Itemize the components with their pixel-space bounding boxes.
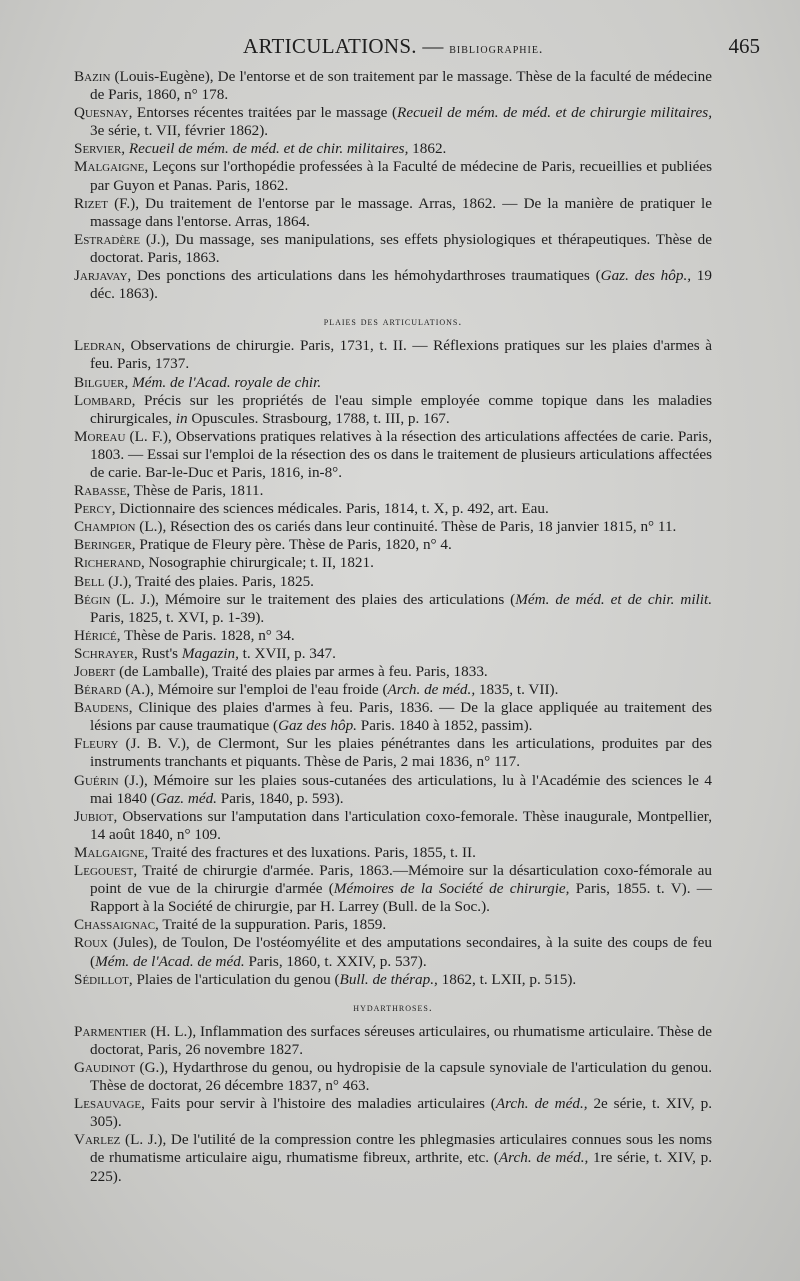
entry-author: Richerand (74, 554, 141, 572)
entry-text: , Thèse de Paris, 1811. (126, 482, 264, 500)
entry-text: (L. J.), De l'utilité de la compression contre les phlegmasies articulaires connues sous les noms de rhumatisme articulaire aigu, rhumatisme fibreux, arthrite, etc. ( (90, 1131, 712, 1167)
entry-text: , Rust's (134, 644, 182, 662)
bibliography-entry (74, 337, 712, 373)
entry-author: Lesauvage (74, 1095, 142, 1113)
entry-source-title: Mém. de l'Acad. royale de chir. (132, 373, 322, 391)
entry-details: t. XVII, p. 347. (238, 644, 336, 662)
entry-details: Paris, 1855. t. V). — Rapport à la Société de chirurgie, par H. Larrey (Bull. de la Soc.). (90, 880, 712, 916)
entry-source-title: Arch. de méd., (495, 1095, 588, 1113)
entry-author: Jarjavay (74, 267, 128, 285)
entry-source-title: Bull. de thérap., (339, 970, 438, 988)
entry-text: , Faits pour servir à l'histoire des maladies articulaires ( (141, 1095, 496, 1113)
entry-text: , Entorses récentes traitées par le massage ( (128, 104, 398, 122)
bibliography-entry (74, 374, 712, 392)
entry-text: , Des ponctions des articulations dans les hémohydarthroses traumatiques ( (127, 267, 601, 285)
bibliography-entry (74, 699, 712, 735)
entry-author: Parmentier (74, 1022, 147, 1040)
bibliography-entry (74, 862, 712, 916)
bibliography-entry (74, 482, 712, 500)
entry-source-title: Arch. de méd., (498, 1149, 589, 1167)
bibliography-entry (74, 971, 712, 989)
bibliography-entry (74, 392, 712, 428)
bibliography-entry (74, 735, 712, 771)
entry-text: , Précis sur les propriétés de l'eau simple employée comme topique dans les maladies chirurgicales, (90, 391, 712, 427)
entry-text: (L. F.), Observations pratiques relatives à la résection des articulations affectées de carie. Paris, 1803. — Essai sur l'emploi de la résection des os dans le traitement de plusieurs articulations affectées de carie. Bar-le-Duc et Paris, 1816, in-8°. (90, 427, 713, 481)
running-subtitle: bibliographie. (449, 42, 544, 57)
entry-text: (J.), Traité des plaies. Paris, 1825. (104, 572, 314, 590)
bibliography-entry (74, 681, 712, 699)
entry-author: Guérin (74, 771, 119, 789)
entry-source-title: in (175, 409, 188, 427)
entry-text: , Thèse de Paris. 1828, n° 34. (116, 626, 295, 644)
entry-text: , Traité de chirurgie d'armée. Paris, 1863.—Mémoire sur la désarticulation coxo-fémorale au point de vue de la chirurgie d'armée ( (90, 862, 712, 898)
entry-source-title: Mém. de l'Acad. de méd. (95, 952, 245, 970)
entry-author: Servier (74, 140, 122, 158)
entry-text: (G.), Hydarthrose du genou, ou hydropisie de la capsule synoviale de l'articulation du genou. Thèse de doctorat, 26 décembre 1837, n° 463. (90, 1058, 712, 1095)
entry-details: 3e série, t. VII, février 1862). (90, 122, 269, 140)
entry-text: , Leçons sur l'orthopédie professées à la Faculté de médecine de Paris, recueillies et publiées par Guyon et Panas. Paris, 1862. (90, 158, 712, 194)
entry-author: Rabasse (74, 482, 127, 500)
bibliography-entry (74, 934, 712, 970)
entry-author: Jobert (74, 663, 116, 680)
bibliography-entry (74, 844, 712, 862)
entry-details: 1re série, t. XIV, p. 225). (90, 1149, 712, 1185)
entry-source-title: Mémoires de la Société de chirurgie, (333, 880, 570, 898)
bibliography-entry (74, 231, 712, 267)
entry-source-title: Magazin, (181, 644, 239, 662)
bibliography-entry (74, 591, 712, 627)
entry-details: Paris. 1840 à 1852, passim). (356, 717, 533, 735)
entry-author: Bazin (74, 68, 111, 85)
bibliography-entry (74, 140, 712, 158)
entry-author: Malgaigne (74, 158, 145, 176)
entry-text: , Traité de la suppuration. Paris, 1859. (155, 916, 387, 934)
entry-text: , Plaies de l'articulation du genou ( (128, 970, 340, 988)
bibliography-entry (74, 1131, 712, 1185)
entry-details: 19 déc. 1863). (90, 267, 712, 303)
entry-text: , Dictionnaire des sciences médicales. Paris, 1814, t. X, p. 492, art. Eau. (111, 500, 549, 518)
entry-text: , Observations de chirurgie. Paris, 1731, t. II. — Réflexions pratiques sur les plaies d'armes à feu. Paris, 1737. (90, 337, 712, 373)
section-heading: plaies des articulations. (323, 316, 463, 329)
entry-text: (Jules), de Toulon, De l'ostéomyélite et des amputations secondaires, à la suite des coups de feu ( (90, 934, 712, 970)
entry-source-title: Gaz des hôp. (278, 717, 357, 735)
running-header (0, 32, 800, 62)
entry-text: (H. L.), Inflammation des surfaces séreuses articulaires, ou rhumatisme articulaire. Thèse de doctorat, Paris, 26 novembre 1827. (90, 1022, 712, 1058)
entry-text: , Clinique des plaies d'armes à feu. Paris, 1836. — De la glace appliquée au traitement des lésions par cause traumatique ( (90, 699, 712, 735)
entry-text: (L. J.), Mémoire sur le traitement des plaies des articulations ( (110, 590, 516, 608)
entry-details: 2e série, t. XIV, p. 305). (90, 1095, 712, 1131)
entry-author: Roux (74, 934, 108, 952)
entry-text: (Louis-Eugène), De l'entorse et de son traitement par le massage. Thèse de la faculté de médecine de Paris, 1860, n° 178. (90, 68, 712, 104)
section-heading: hydarthroses. (353, 1001, 433, 1014)
bibliography-entry (74, 500, 712, 518)
entry-source-title: Gaz. méd. (155, 789, 217, 807)
entry-source-title: Recueil de mém. de méd. et de chirurgie militaires, (397, 104, 712, 122)
entry-source-title: Gaz. des hôp., (600, 267, 692, 285)
entry-text: (F.), Du traitement de l'entorse par le massage. Arras, 1862. — De la manière de pratiquer le massage dans l'entorse. Arras, 1864. (90, 194, 712, 230)
bibliography-entry (74, 808, 712, 844)
entry-author: Malgaigne (74, 843, 145, 861)
entry-text: , Traité des fractures et des luxations. Paris, 1855, t. II. (144, 843, 476, 861)
entry-author: Bégin (74, 590, 111, 608)
entry-details: 1862. (408, 140, 447, 158)
entry-author: Varlez (74, 1131, 121, 1149)
entry-source-title: Arch. de méd., (387, 681, 476, 699)
bibliography-entry (74, 518, 712, 536)
entry-author: Sédillot (74, 970, 129, 988)
bibliography-entry (74, 627, 712, 645)
entry-author: Quesnay (74, 104, 129, 122)
entry-text: , Observations sur l'amputation dans l'articulation coxo-femorale. Thèse inaugurale, Montpellier, 14 août 1840, n° 109. (90, 807, 712, 843)
entry-text: , Nosographie chirurgicale; t. II, 1821. (140, 554, 374, 572)
entry-text: (J.), Du massage, ses manipulations, ses effets physiologiques et thérapeutiques. Thèse de doctorat. Paris, 1863. (90, 230, 712, 266)
entry-author: Rizet (74, 194, 108, 212)
bibliography-entry (74, 916, 712, 934)
entry-author: Fleury (74, 735, 119, 753)
entry-details: Paris, 1840, p. 593). (216, 789, 344, 807)
bibliography-entry (74, 573, 712, 591)
entry-text: , (124, 373, 133, 391)
entry-author: Percy (74, 500, 112, 518)
entry-text: (J. B. V.), de Clermont, Sur les plaies pénétrantes dans les articulations, produites par des instruments tranchants et piquants. Thèse de Paris, 2 mai 1836, n° 117. (90, 735, 712, 771)
bibliography-entry (74, 104, 712, 140)
entry-author: Champion (74, 518, 136, 536)
bibliography-entry (74, 428, 712, 482)
entry-author: Lombard (74, 391, 132, 409)
entry-author: Bérard (74, 681, 122, 699)
entry-text: (J.), Mémoire sur les plaies sous-cutanées des articulations, lu à l'Académie des sciences le 4 mai 1840 ( (90, 771, 712, 807)
entry-author: Héricé (74, 626, 117, 644)
entry-details: Paris, 1825, t. XVI, p. 1-39). (90, 608, 265, 626)
entry-author: Moreau (74, 427, 126, 445)
bibliography-entry (74, 195, 712, 231)
entry-author: Bell (74, 572, 105, 590)
bibliography (74, 68, 712, 1186)
entry-author: Bilguer (74, 373, 125, 391)
entry-author: Chassaignac (74, 916, 156, 934)
bibliography-entry (74, 1023, 712, 1059)
bibliography-entry (74, 772, 712, 808)
entry-author: Jubiot (74, 807, 114, 825)
entry-text: (A.), Mémoire sur l'emploi de l'eau froide ( (121, 681, 388, 699)
page-number: 465 (728, 34, 760, 58)
entry-author: Baudens (74, 699, 129, 717)
bibliography-entry (74, 536, 712, 554)
entry-author: Gaudinot (74, 1058, 136, 1076)
entry-text: , (121, 140, 129, 158)
entry-author: Beringer (74, 536, 132, 554)
bibliography-entry (74, 645, 712, 663)
bibliography-entry (74, 554, 712, 572)
entry-details: 1862, t. LXII, p. 515). (437, 970, 577, 988)
running-title: ARTICULATIONS. — bibliographie. (243, 34, 544, 58)
entry-details: Paris, 1860, t. XXIV, p. 537). (244, 952, 427, 970)
bibliography-entry (74, 663, 712, 681)
entry-author: Legouest (74, 862, 134, 880)
entry-author: Estradère (74, 230, 141, 248)
entry-text: (L.), Résection des os cariés dans leur continuité. Thèse de Paris, 18 janvier 1815, n° 11. (135, 518, 677, 536)
bibliography-entry (74, 68, 712, 104)
entry-details: 1835, t. VII). (475, 681, 559, 699)
bibliography-entry (74, 158, 712, 194)
bibliography-entry (74, 267, 712, 303)
entry-source-title: Recueil de mém. de méd. et de chir. militaires, (128, 140, 409, 158)
entry-text: , Pratique de Fleury père. Thèse de Paris, 1820, n° 4. (131, 536, 452, 554)
entry-source-title: Mém. de méd. et de chir. milit. (515, 590, 712, 608)
entry-author: Ledran (74, 337, 122, 355)
entry-author: Schrayer (74, 644, 134, 662)
entry-text: (de Lamballe), Traité des plaies par armes à feu. Paris, 1833. (115, 663, 488, 680)
bibliography-entry (74, 1059, 712, 1095)
bibliography-entry (74, 1095, 712, 1131)
entry-details: Opuscules. Strasbourg, 1788, t. III, p. 167. (187, 409, 450, 427)
